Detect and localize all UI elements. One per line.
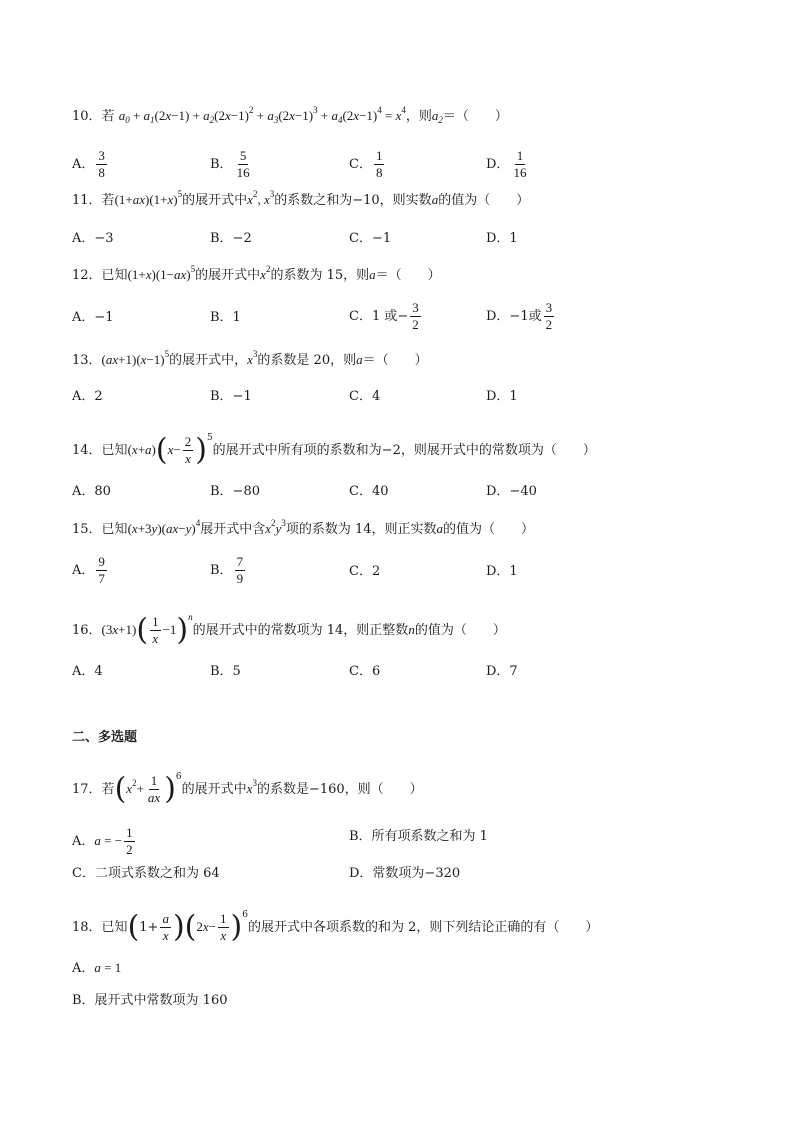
section-heading: 二、多选题 [72, 730, 138, 745]
question-13: 13．$(ax+1)(x-1)^5$的展开式中，$x^3$的系数是 20，则a＝（ ） [72, 349, 428, 368]
option-b[interactable]: B．所有项系数之和为 1 [349, 829, 488, 844]
option-a[interactable]: A．a = 1 [72, 960, 122, 976]
option-a[interactable]: A． $\frac{3}{8}$ [72, 148, 105, 180]
option-b[interactable]: B．展开式中常数项为 160 [72, 993, 228, 1008]
option-c[interactable]: C． $\frac{1}{8}$ [349, 148, 383, 180]
question-12: 12．已知$(1+x)(1-ax)^5$的展开式中$x^2$的系数为 15，则a＝（ ） [72, 264, 441, 283]
option-d[interactable]: D．1 [486, 231, 518, 246]
option-a[interactable]: A．a = − $\frac{1}{2}$ [72, 825, 133, 857]
question-11: 11．若$(1+ax)(1+x)^5$的展开式中$x^2$, $x^3$的系数之和为−10，则实数a的值为（ ） [72, 189, 530, 208]
question-14: 14．已知(x+a)(x− $\frac{2}{x}$ )$^5$的展开式中所有项的系数和为−2，则展开式中的常数项为（ ） [72, 432, 596, 468]
option-b[interactable]: B．−80 [210, 484, 260, 499]
option-b[interactable]: B．−2 [210, 231, 252, 246]
option-c[interactable]: C．40 [349, 484, 389, 499]
option-a[interactable]: A．2 [72, 389, 103, 404]
option-b[interactable]: B．−1 [210, 389, 252, 404]
question-16: 16．(3x+1)( $\frac{1}{x}$ −1)$^n$的展开式中的常数项为 14，则正整数n的值为（ ） [72, 612, 506, 648]
option-c[interactable]: C．6 [349, 664, 381, 679]
question-17: 17．若($x^2+$ $\frac{1}{ax}$ )$^6$的展开式中$x^3$的系数是−160，则（ ） [72, 771, 423, 807]
option-c[interactable]: C．1 或− $\frac{3}{2}$ [349, 300, 419, 332]
option-b[interactable]: B．5 [210, 664, 241, 679]
option-b[interactable]: B． $\frac{7}{9}$ [210, 554, 244, 586]
question-10: 10．若 $a_0 + a_1(2x-1) + a_2(2x-1)^2 + a_3(2x-1)^3 + a_4(2x-1)^4 = x^4$，则$a_2=$（ ） [72, 105, 508, 125]
option-d[interactable]: D．7 [486, 664, 518, 679]
option-a[interactable]: A． $\frac{9}{7}$ [72, 554, 105, 586]
option-a[interactable]: A．−1 [72, 310, 114, 325]
option-d[interactable]: D．−40 [486, 484, 537, 499]
option-a[interactable]: A．80 [72, 484, 111, 499]
option-c[interactable]: C．−1 [349, 231, 392, 246]
option-a[interactable]: A．−3 [72, 231, 114, 246]
option-b[interactable]: B．1 [210, 310, 241, 325]
option-a[interactable]: A．4 [72, 664, 103, 679]
option-d[interactable]: D．−1或 $\frac{3}{2}$ [486, 300, 553, 332]
question-15: 15．已知$(x+3y)(ax-y)^4$展开式中含$x^2y^3$项的系数为 14，则正实数a的值为（ ） [72, 518, 535, 537]
option-d[interactable]: D．常数项为−320 [349, 866, 461, 881]
option-c[interactable]: C．二项式系数之和为 64 [72, 866, 220, 881]
question-number: 10． [72, 109, 102, 124]
option-c[interactable]: C．4 [349, 389, 381, 404]
option-d[interactable]: D．1 [486, 389, 518, 404]
option-d[interactable]: D． $\frac{1}{16}$ [486, 148, 527, 180]
option-c[interactable]: C．2 [349, 564, 381, 579]
question-18: 18．已知(1+ $\frac{a}{x}$ )(2x− $\frac{1}{x}$ )$^6$的展开式中各项系数的和为 2，则下列结论正确的有（ ） [72, 909, 599, 945]
option-b[interactable]: B． $\frac{5}{16}$ [210, 148, 250, 180]
option-d[interactable]: D．1 [486, 564, 518, 579]
